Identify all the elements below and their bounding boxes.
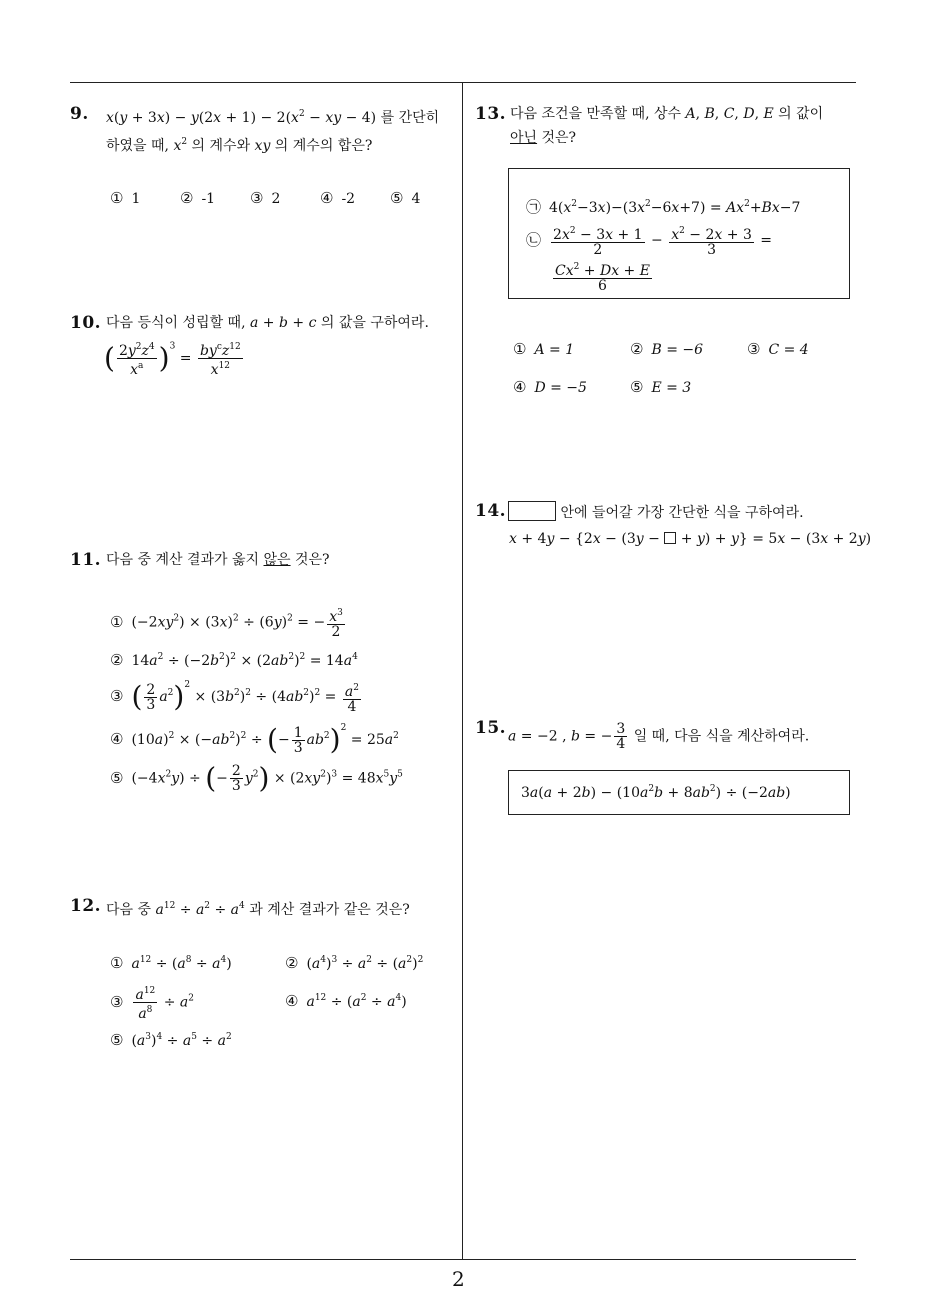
q13-option-2[interactable]: ② B = −6	[630, 340, 704, 358]
question-11-number: 11.	[70, 550, 102, 570]
page-number: 2	[452, 1267, 465, 1291]
q11-option-3[interactable]: ③ ( $\frac{2}{3}$ $a^2)^2 \times (3b^2)^2 \div (4ab^2)^2$ = $\frac{a^2}{4}$	[110, 680, 359, 715]
q11-option-5[interactable]: ⑤ $(-4x^2y)$ ÷ (− $\frac{2}{3}$ $y^2) \times (2xy^2)^3 = 48x^5y^5$	[110, 761, 403, 795]
question-9-text: $x(y + 3x) - y(2x + 1) - 2(x^2$ − xy − 4) 를 간단히 하였을 때, $x^2$ 의 계수와 xy 의 계수의 합은?	[106, 109, 440, 154]
question-14-text: 안에 들어갈 가장 간단한 식을 구하여라.	[508, 501, 804, 525]
question-11-text: 다음 중 계산 결과가 옳지 않은 것은?	[106, 552, 330, 568]
q13-condition-2-rhs: $\frac{Cx^2 + Dx + E}{6}$	[555, 262, 650, 294]
q9-option-1[interactable]: ① 1	[110, 189, 141, 207]
q12-option-3[interactable]: ③ $\frac{a^{12}}{a^8}$ ÷ $a^2$	[110, 986, 194, 1022]
q13-condition-2: ㉡ $\frac{2x^2 - 3x + 1}{2}$ − $\frac{x^2 - 2x + 3}{3}$ =	[526, 226, 773, 258]
bottom-rule	[70, 1259, 856, 1260]
question-10-number: 10.	[70, 313, 102, 333]
q12-option-1[interactable]: ① $a^{12} \div (a^8 \div a^4)$	[110, 954, 232, 972]
q13-option-5[interactable]: ⑤ E = 3	[630, 378, 692, 396]
q13-condition-1: ㉠ $4(x^2-3x)-(3x^2-6x+7) = Ax^2+Bx-7$	[526, 198, 801, 216]
q11-option-4[interactable]: ④ $(10a)^2 \times (-ab^2)^2$ ÷ (− $\frac{1}{3}$ $ab^2)^2 = 25a^2$	[110, 723, 399, 756]
question-12-text: 다음 중 $a^{12} \div a^2 \div a^4$ 과 계산 결과가 같은 것은?	[106, 901, 410, 918]
question-10-equation: ( $\frac{2y^2z^4}{x^a}$ )$^3$ = $\frac{by^cz^{12}}{x^{12}}$	[104, 341, 241, 378]
q11-option-2[interactable]: ② $14a^2 \div (-2b^2)^2 \times (2ab^2)^2 = 14a^4$	[110, 651, 358, 669]
answer-blank-box	[508, 501, 556, 521]
q12-option-4[interactable]: ④ $a^{12} \div (a^2 \div a^4)$	[285, 992, 407, 1010]
q13-option-3[interactable]: ③ C = 4	[747, 340, 809, 358]
question-12-number: 12.	[70, 896, 102, 916]
q11-option-1[interactable]: ① $(-2xy^2) \times (3x)^2 \div (6y)^2$ = − $\frac{x^3}{2}$	[110, 608, 343, 640]
column-divider	[462, 82, 463, 1260]
q15-expression: $3a(a + 2b) - (10a^2b + 8ab^2) \div (-2ab)$	[521, 784, 791, 801]
q9-option-5[interactable]: ⑤ 4	[390, 189, 421, 207]
q13-option-4[interactable]: ④ D = −5	[513, 378, 587, 396]
question-10-text: 다음 등식이 성립할 때, a + b + c 의 값을 구하여라.	[106, 315, 429, 331]
question-14-equation: x + 4y − {2x − (3y − + y) + y} = 5x − (3x + 2y)	[509, 531, 872, 547]
question-9-number: 9.	[70, 104, 89, 124]
q12-option-5[interactable]: ⑤ $(a^3)^4 \div a^5 \div a^2$	[110, 1031, 232, 1049]
question-13-number: 13.	[475, 104, 507, 124]
q9-option-2[interactable]: ② -1	[180, 189, 216, 207]
q13-option-1[interactable]: ① A = 1	[513, 340, 575, 358]
q9-option-4[interactable]: ④ -2	[320, 189, 356, 207]
blank-square-icon	[664, 532, 676, 544]
question-13-text: 다음 조건을 만족할 때, 상수 A, B, C, D, E 의 값이 아닌 것은?	[510, 106, 824, 146]
question-14-number: 14.	[475, 501, 507, 521]
q9-option-3[interactable]: ③ 2	[250, 189, 281, 207]
q12-option-2[interactable]: ② $(a^4)^3 \div a^2 \div (a^2)^2$	[285, 954, 424, 972]
question-15-text: a = −2 , b = − $\frac{3}{4}$ 일 때, 다음 식을 계산하여라.	[508, 721, 810, 752]
question-15-number: 15.	[475, 718, 507, 738]
